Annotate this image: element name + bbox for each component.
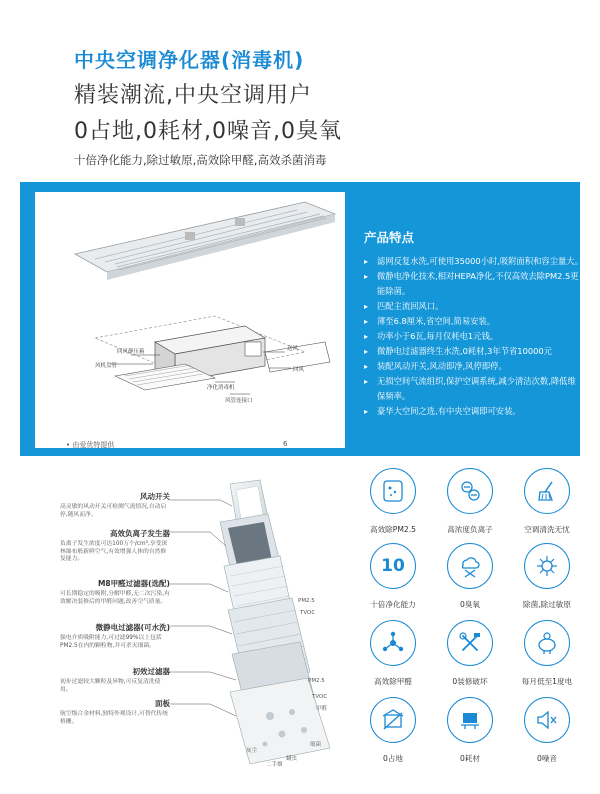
tag-mite: 螨虫	[286, 756, 298, 762]
benefit-label: 十倍净化能力	[370, 600, 416, 609]
tag-formaldehyde: 甲醛	[316, 706, 328, 712]
feature-item: ▸ 薄至6.8厘米,省空间,简易安装。	[364, 314, 584, 329]
label-supply: 送风	[287, 346, 299, 352]
easy-repair-icon	[447, 620, 493, 666]
label-connector: 风管连接口	[225, 398, 253, 404]
layer-wind-switch	[60, 491, 170, 519]
headline-line-2: 0占地,0耗材,0噪音,0臭氧	[74, 119, 342, 144]
formaldehyde-icon	[370, 620, 416, 666]
layer-desc: 可长期稳定的吸附,分解甲醛,无二次污染,有效解决装修后的甲醛问题,改善空气质量。	[60, 591, 170, 605]
layer-title: 微静电过滤器(可水洗)	[95, 623, 170, 632]
exploded-diagram	[60, 476, 350, 776]
benefit-low-cost	[512, 620, 582, 687]
label-inlet: 回风	[293, 367, 305, 373]
layer-title: 面板	[155, 699, 170, 708]
layer-m8-filter	[60, 578, 170, 606]
feature-item: ▸ 装配风动开关,风动即净,风停即停。	[364, 359, 584, 374]
benefit-label: 0装修破坏	[452, 677, 488, 686]
benefit-label: 0臭氧	[459, 600, 481, 609]
benefit-zero-ozone	[435, 543, 505, 610]
benefit-label: 0占地	[382, 754, 404, 763]
benefit-label: 除菌,除过敏原	[523, 600, 571, 609]
pm25-removal-icon	[370, 468, 416, 514]
duct-cleaning-icon	[524, 468, 570, 514]
photo-page-mark: 6	[283, 440, 288, 448]
zero-noise-icon	[524, 697, 570, 743]
tag-bacteria: 细菌	[310, 742, 322, 748]
benefit-zero-consumable	[435, 697, 505, 764]
label-fancoil: 风机盘管	[95, 363, 118, 369]
layer-title: M8甲醛过滤器(选配)	[97, 579, 170, 588]
layer-title: 风动开关	[140, 492, 170, 501]
feature-item: ▸ 滤网反复水洗,可使用35000小时,吸附面积和容尘量大。	[364, 254, 584, 269]
product-features	[364, 228, 584, 419]
features-title: 产品特点	[364, 230, 415, 245]
benefit-label: 高浓度负离子	[447, 525, 493, 534]
layer-primary-filter	[60, 666, 170, 694]
benefit-zero-noise	[512, 697, 582, 764]
label-return-box: 回风静压箱	[117, 349, 145, 355]
feature-item: ▸ 无损空间气流组织,保护空调系统,减少清洁次数,降低维保频率。	[364, 374, 584, 404]
tag-pm25: PM2.5	[298, 598, 315, 604]
negative-ion-icon	[447, 468, 493, 514]
benefit-anti-allergen	[512, 543, 582, 610]
low-cost-icon	[524, 620, 570, 666]
tagline: 十倍净化能力,除过敏原,高效除甲醛,高效杀菌消毒	[74, 153, 327, 167]
benefit-pm25	[358, 468, 428, 535]
layer-desc: 负离子发生浓度可达100万个/cm³,享受深林瀑布般新鲜空气,有效增强人体的自然修复能力。	[60, 541, 168, 562]
feature-item: ▸ 微静电过滤器终生水洗,0耗材,3年节省10000元	[364, 344, 584, 359]
benefit-tenfold	[358, 543, 428, 610]
tag-dust: 灰尘	[246, 748, 258, 754]
zero-consumable-icon	[447, 697, 493, 743]
benefit-easy-repair	[435, 620, 505, 687]
benefit-label: 空调清洗无忧	[524, 525, 570, 534]
product-photo	[35, 192, 345, 448]
feature-item: ▸ 匹配主流回风口。	[364, 299, 584, 314]
layer-electrostatic-filter	[60, 622, 170, 650]
tenfold-icon	[370, 543, 416, 589]
feature-item: ▸ 功率小于6瓦,每月仅耗电1元钱。	[364, 329, 584, 344]
label-purifier: 净化消毒机	[207, 385, 235, 391]
tag-smoke: 二手烟	[266, 762, 283, 768]
zero-ozone-icon	[447, 543, 493, 589]
benefit-negative-ion	[435, 468, 505, 535]
benefit-label: 0耗材	[459, 754, 481, 763]
benefit-formaldehyde	[358, 620, 428, 687]
tag-tvoc: TVOC	[300, 610, 316, 616]
feature-item: ▸ 豪华大空间之选,有中央空调即可安装。	[364, 404, 584, 419]
benefit-zero-footprint	[358, 697, 428, 764]
benefit-duct-cleaning	[512, 468, 582, 535]
layer-title: 初效过滤器	[132, 667, 170, 676]
headline-line-1: 精装潮流,中央空调用户	[74, 83, 312, 108]
benefit-label: 每月低至1度电	[521, 677, 573, 686]
tag-tvoc-b: TVOC	[312, 694, 328, 700]
layer-panel	[60, 698, 170, 726]
layer-title: 高效负离子发生器	[110, 529, 170, 538]
benefit-label: 0噪音	[536, 754, 558, 763]
layer-desc: 航空级合金材料,独特外观设计,可替代传统格栅。	[60, 711, 169, 725]
layer-desc: 强电介质吸附能力,可过滤99%以上包括PM2.5在内的颗粒物,并可杀灭细菌。	[60, 635, 162, 649]
zero-footprint-icon	[370, 697, 416, 743]
product-title: 中央空调净化器(消毒机)	[74, 48, 305, 72]
benefit-label: 高效除甲醛	[374, 677, 412, 686]
tag-pm25-b: PM2.5	[308, 678, 325, 684]
layer-ion-generator	[60, 528, 170, 564]
installation-illustration	[35, 192, 345, 448]
photo-credit: • 由爱优特提供	[66, 441, 115, 449]
feature-item: ▸ 微静电净化技术,相对HEPA净化,不仅高效去除PM2.5更能除菌。	[364, 269, 584, 299]
anti-allergen-icon	[524, 543, 570, 589]
layer-desc: 初步过滤较大颗粒及异物,可反复清洗使用。	[60, 679, 161, 693]
layer-desc: 高灵敏的风动开关可检测气流情况,自动启停,随风而净。	[60, 504, 167, 518]
benefit-label: 高效除PM2.5	[370, 525, 416, 534]
tenfold-number: 10	[381, 556, 405, 576]
